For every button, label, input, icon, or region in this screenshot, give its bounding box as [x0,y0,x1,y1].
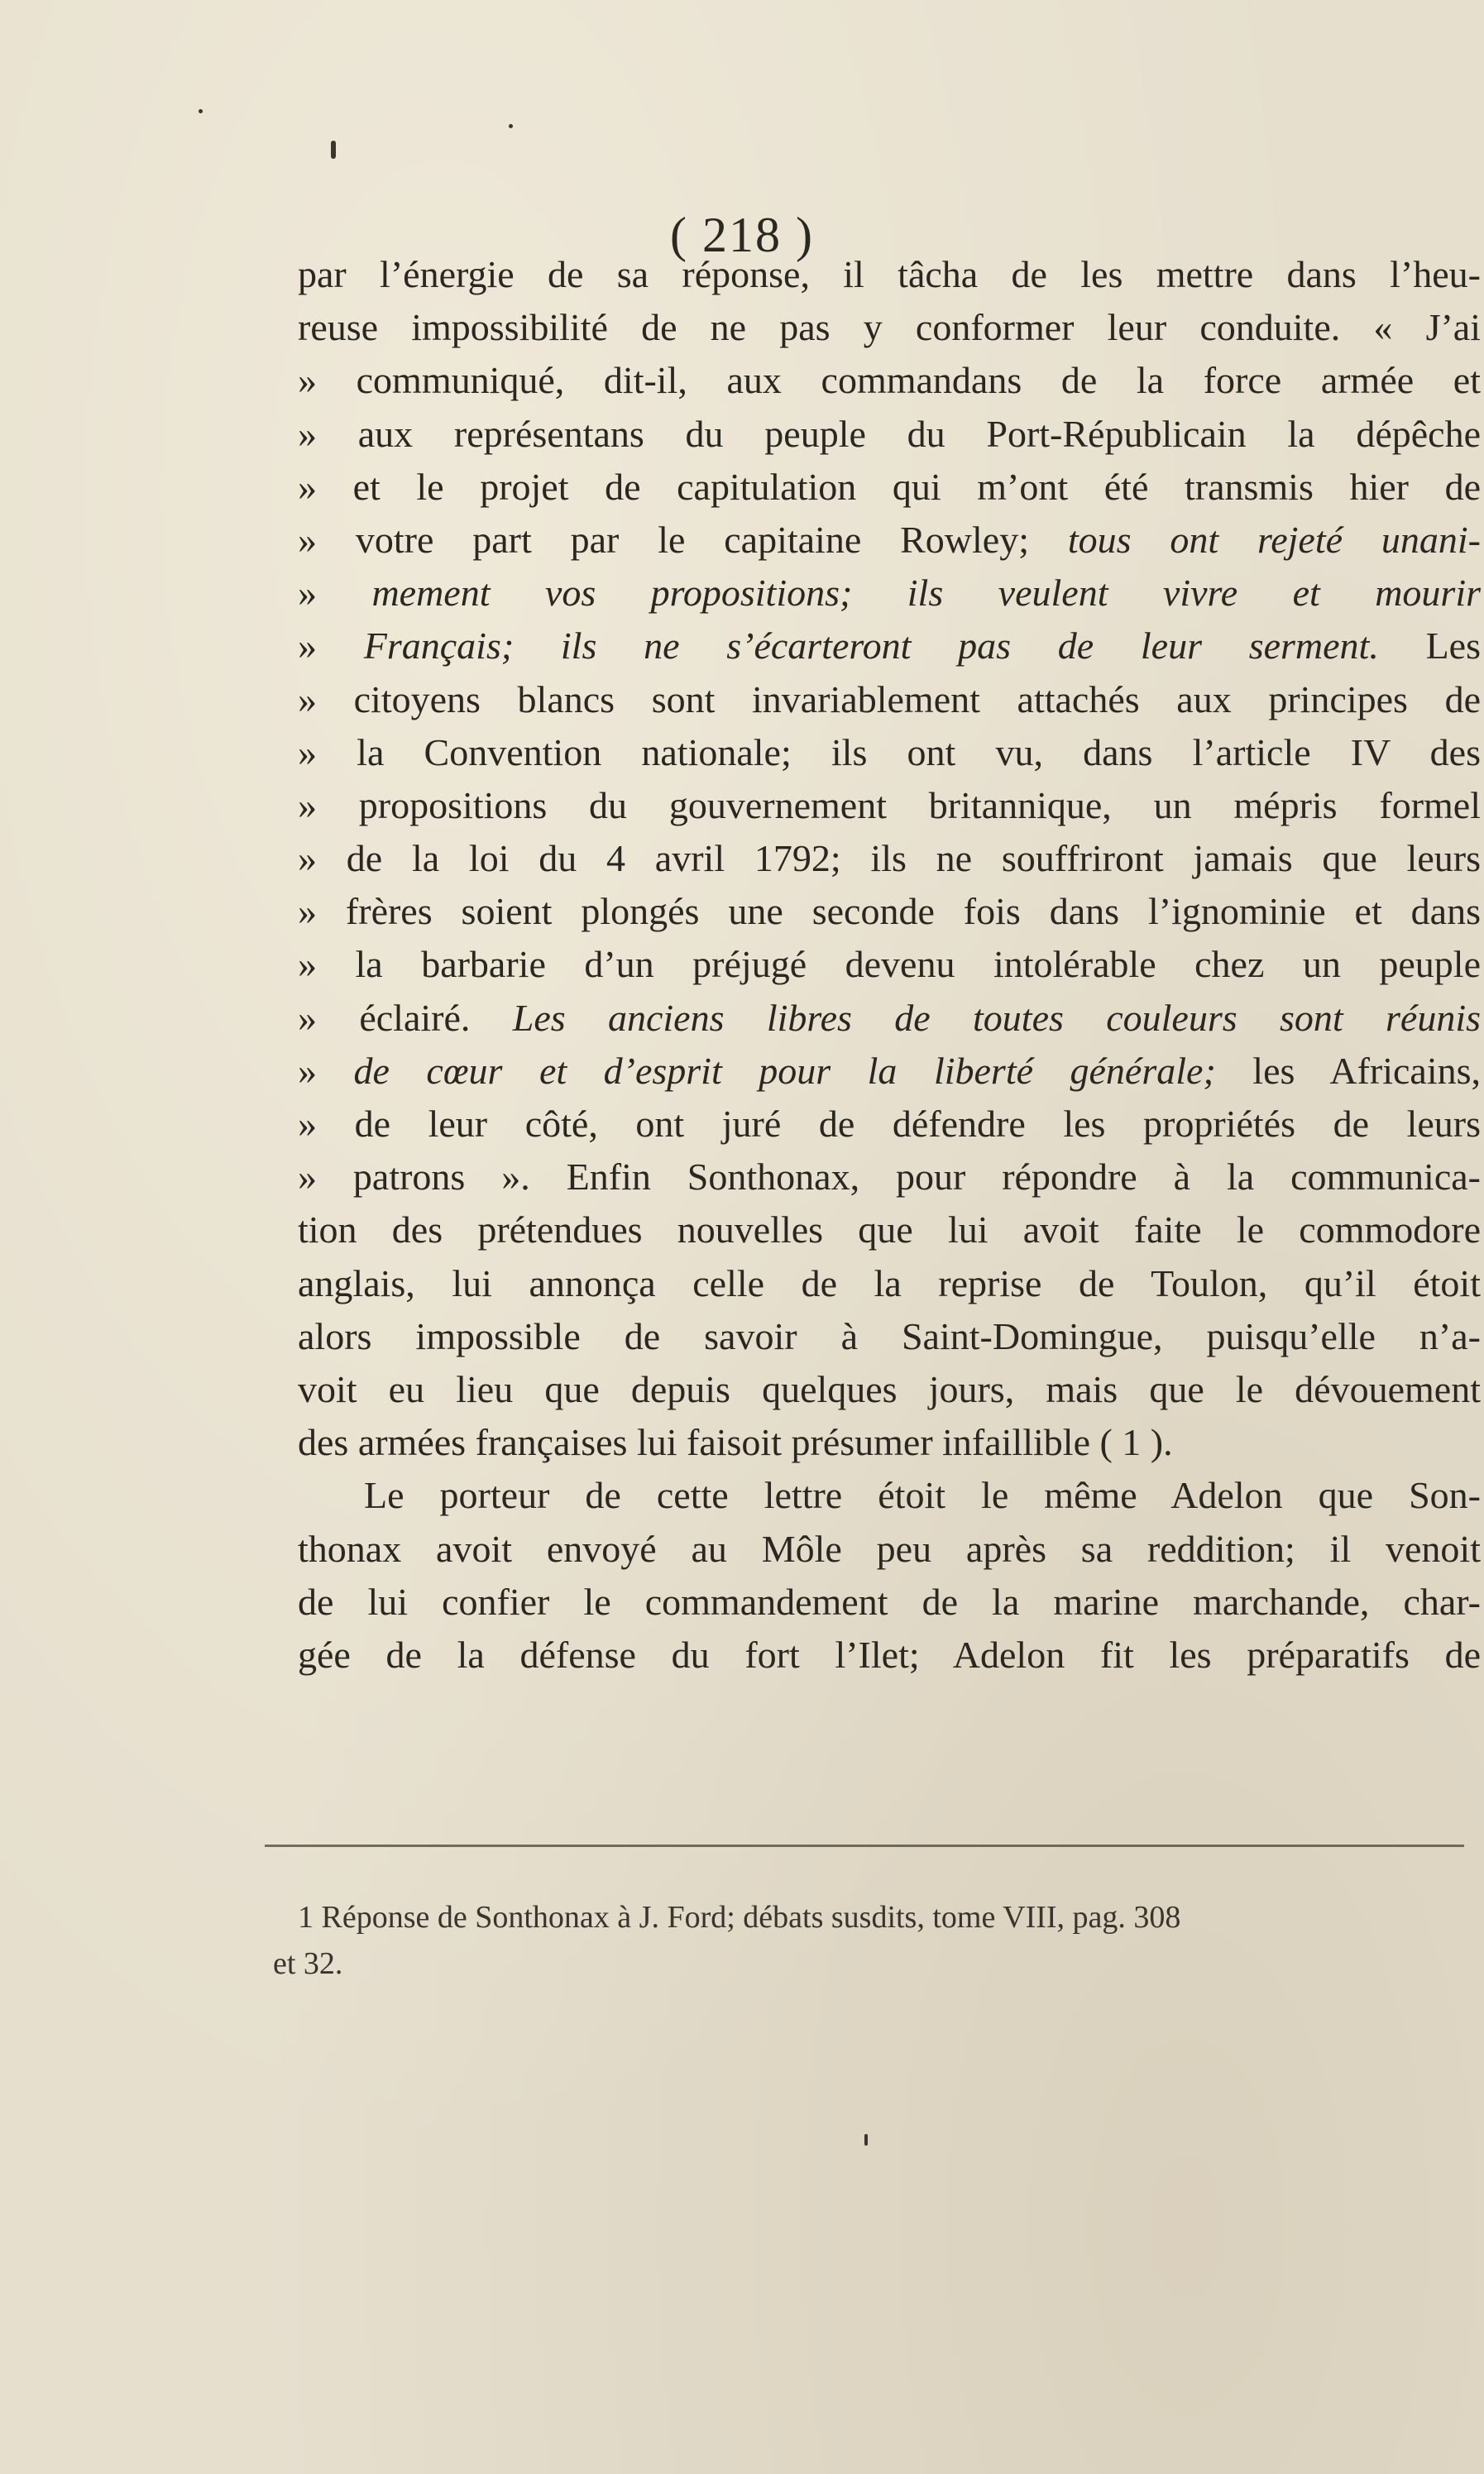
text-span: reuse impossibilité de ne pas y conformer leur conduite. « J’ai [298,306,1481,349]
text-span: Les [1378,624,1481,668]
text-line [298,726,1481,779]
text-span: » [298,1049,354,1092]
text-line [298,1151,1481,1204]
ink-speck [199,109,203,113]
text-line [298,1098,1481,1151]
text-line [298,885,1481,938]
text-span: thonax avoit envoyé au Môle peu après sa reddition; il venoit [298,1527,1481,1570]
text-span: » aux représentans du peuple du Port-Républicain la dépêche [298,412,1481,455]
ink-speck [331,141,336,159]
ink-speck [509,124,513,128]
text-span: » propositions du gouvernement britannique, un mépris formel [298,783,1481,826]
text-line [298,514,1481,567]
text-line [298,992,1481,1045]
text-line [298,1523,1481,1576]
page-number: ( 218 ) [670,208,814,262]
text-line [298,354,1481,407]
text-span: anglais, lui annonça celle de la reprise de Toulon, qu’il étoit [298,1261,1481,1304]
text-span: de lui confier le commandement de la marine marchande, char- [298,1580,1481,1623]
text-line [298,620,1481,672]
text-line [298,301,1481,354]
text-span: » la barbarie d’un préjugé devenu intolérable chez un peuple [298,943,1481,986]
text-span: » frères soient plongés une seconde fois dans l’ignominie et dans [298,890,1481,933]
text-span: » [298,572,372,615]
italic-text-span: Français; ils ne s’écarteront pas de leur serment. [363,624,1379,668]
footnote [273,1894,1464,1987]
text-span: » patrons ». Enfin Sonthonax, pour répondre à la communica- [298,1156,1481,1199]
italic-text-span: Les anciens libres de toutes couleurs sont réunis [512,996,1481,1039]
italic-text-span: mement vos propositions; ils veulent vivre et mourir [371,572,1481,615]
body-text [298,248,1481,1682]
text-span: voit eu lieu que depuis quelques jours, mais que le dévouement [298,1367,1481,1410]
text-line [298,1204,1481,1256]
text-line [298,1257,1481,1310]
text-line [298,1469,1481,1522]
text-span: » et le projet de capitulation qui m’ont été transmis hier de [298,465,1481,508]
italic-text-span: de cœur et d’esprit pour la liberté générale; [353,1049,1216,1092]
text-line [298,1416,1481,1469]
text-line [298,461,1481,514]
text-line [298,938,1481,991]
ink-speck [864,2134,868,2146]
text-line [298,1576,1481,1629]
text-line [298,832,1481,885]
footnote-line: 1 Réponse de Sonthonax à J. Ford; débats susdits, tome VIII, pag. 308 [298,1900,1181,1935]
text-span: » la Convention nationale; ils ont vu, dans l’article IV des [298,730,1481,773]
text-span: » éclairé. [298,996,513,1039]
text-span: tion des prétendues nouvelles que lui avoit faite le commodore [298,1208,1481,1251]
text-span: alors impossible de savoir à Saint-Domingue, puisqu’elle n’a- [298,1314,1481,1357]
text-span: par l’énergie de sa réponse, il tâcha de les mettre dans l’heu- [298,253,1481,295]
text-span: Le porteur de cette lettre étoit le même Adelon que Son- [364,1474,1481,1517]
text-span: » citoyens blancs sont invariablement attachés aux principes de [298,677,1481,720]
footnote-rule [265,1845,1464,1847]
text-span: les Africains, [1215,1049,1481,1092]
text-span: » [298,624,364,668]
text-line [298,1363,1481,1416]
text-line [298,567,1481,620]
text-line [298,1045,1481,1098]
text-span: des armées françaises lui faisoit présumer infaillible ( 1 ). [298,1421,1173,1464]
text-span: » communiqué, dit-il, aux commandans de la force armée et [298,359,1481,402]
text-line [298,1310,1481,1363]
text-span: gée de la défense du fort l’Ilet; Adelon fit les préparatifs de [298,1633,1481,1676]
text-span: » votre part par le capitaine Rowley; [298,518,1068,561]
text-line [298,248,1481,301]
text-line [298,673,1481,726]
text-line [298,779,1481,832]
text-span: » de leur côté, ont juré de défendre les propriétés de leurs [298,1103,1481,1145]
footnote-line: et 32. [273,1946,343,1981]
text-span: » de la loi du 4 avril 1792; ils ne souffriront jamais que leurs [298,837,1481,880]
italic-text-span: tous ont rejeté unani- [1067,518,1481,561]
text-line [298,1629,1481,1682]
text-line [298,408,1481,461]
